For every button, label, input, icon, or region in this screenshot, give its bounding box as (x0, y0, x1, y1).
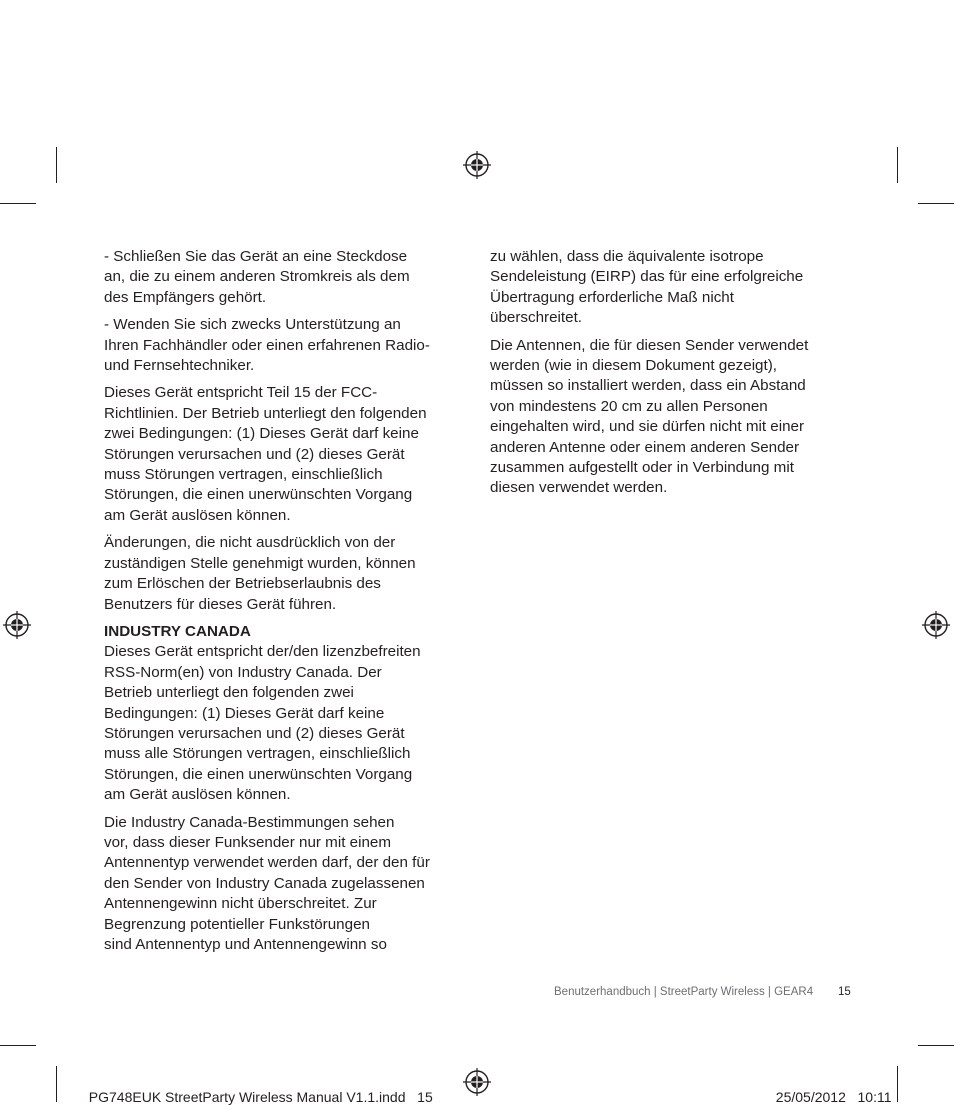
footer-text: Benutzerhandbuch | StreetParty Wireless | GEAR4 (554, 986, 814, 998)
page-number-text: 15 (838, 986, 851, 998)
crop-mark-top-left-horizontal (0, 203, 36, 204)
registration-target-icon (462, 1067, 492, 1097)
slug-filename (81, 1073, 433, 1105)
crop-mark-bottom-left-vertical (56, 1066, 57, 1102)
left-column (104, 247, 466, 962)
crop-mark-top-left-vertical (56, 147, 57, 183)
crop-mark-bottom-right-horizontal (918, 1045, 954, 1046)
slug-datetime (768, 1073, 892, 1105)
slug-datetime-text: 25/05/2012 10:11 (775, 1089, 892, 1105)
registration-target-icon (921, 610, 951, 640)
running-footer (554, 986, 813, 998)
slug-filename-text: PG748EUK StreetParty Wireless Manual V1.1.indd 15 (88, 1089, 433, 1105)
registration-target-icon (462, 150, 492, 180)
paragraph: - Wenden Sie sich zwecks Unterstützung an Ihren Fachhändler oder einen erfahrenen Radio- und Fernsehtechniker. (104, 316, 430, 375)
crop-mark-top-right-vertical (897, 147, 898, 183)
paragraph: Änderungen, die nicht ausdrücklich von der zuständigen Stelle genehmigt wurden, können zum Erlöschen der Betriebserlaubnis des Benutzers für dieses Gerät führen. (104, 534, 416, 613)
paragraph: Dieses Gerät entspricht Teil 15 der FCC- Richtlinien. Der Betrieb unterliegt den folgenden zwei Bedingungen: (1) Dieses Gerät darf keine Störungen verursachen und (2) dieses Gerät muss Störungen vertragen, einschließlich Störungen, die einen unerwünschten Vorgang am Gerät auslösen können. (104, 384, 427, 524)
crop-mark-top-right-horizontal (918, 203, 954, 204)
crop-mark-bottom-left-horizontal (0, 1045, 36, 1046)
crop-mark-bottom-right-vertical (897, 1066, 898, 1102)
registration-target-icon (2, 610, 32, 640)
page-number (838, 986, 851, 998)
industry-canada-section (104, 622, 466, 806)
paragraph: Die Antennen, die für diesen Sender verwendet werden (wie in diesem Dokument gezeigt), müssen so installiert werden, dass ein Abstand von mindestens 20 cm zu allen Personen eingehalten wird, und sie dürfen nicht mit einer anderen Antenne oder einem anderen Sender zusammen aufgestellt oder in Verbindung mit diesen verwendet werden. (490, 336, 809, 497)
paragraph: zu wählen, dass die äquivalente isotrope Sendeleistung (EIRP) das für eine erfolgreiche Übertragung erforderliche Maß nicht überschreitet. (490, 248, 804, 327)
section-heading: INDUSTRY CANADA (104, 622, 251, 640)
paragraph: Die Industry Canada-Bestimmungen sehen vor, dass dieser Funksender nur mit einem Antennentyp verwendet werden darf, der den für den Sender von Industry Canada zugelassenen Antennengewinn nicht überschreitet. Zur Begrenzung potentieller Funkstörungen sind Antennentyp und Antennengewinn so (104, 813, 430, 953)
right-column (490, 247, 850, 506)
paragraph: Dieses Gerät entspricht der/den lizenzbefreiten RSS-Norm(en) von Industry Canada. Der Betrieb unterliegt den folgenden zwei Bedingungen: (1) Dieses Gerät darf keine Störungen verursachen und (2) dieses Gerät muss alle Störungen vertragen, einschließlich Störungen, die einen unerwünschten Vorgang am Gerät auslösen können. (104, 643, 421, 804)
paragraph: - Schließen Sie das Gerät an eine Steckdose an, die zu einem anderen Stromkreis als dem des Empfängers gehört. (104, 248, 410, 306)
